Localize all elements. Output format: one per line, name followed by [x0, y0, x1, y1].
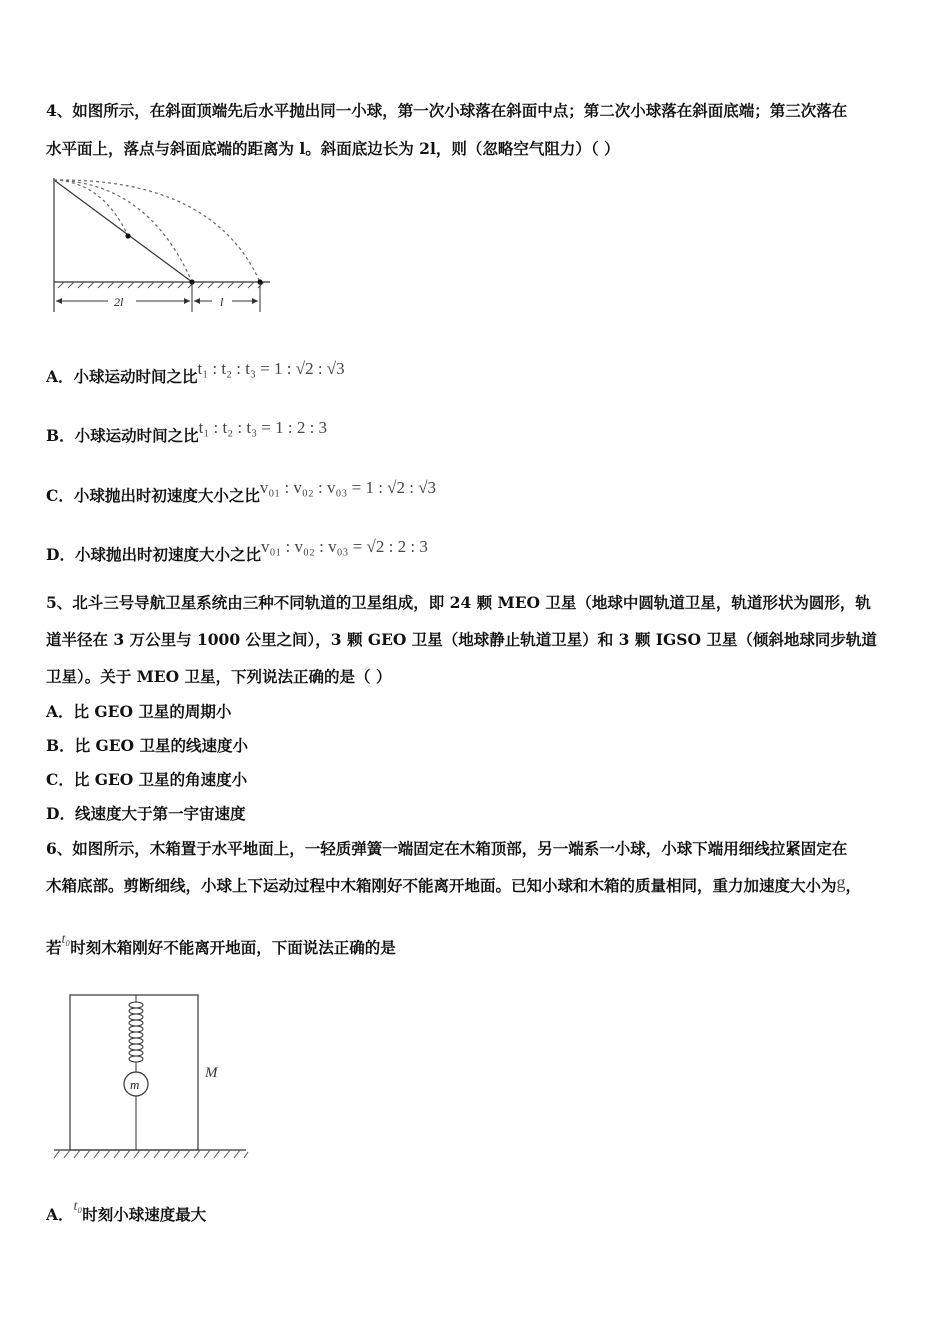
q6-stem-line1: 6、如图所示，木箱置于水平地面上，一轻质弹簧一端固定在木箱顶部，另一端系一小球，小球下端用细线拉紧固定在 [46, 839, 848, 858]
q4-option-a-math: t₁ : t₂ : t₃ = 1 : √2 : √3 [197, 359, 345, 378]
q6-t0-symbol: t₀ [61, 932, 71, 947]
q5-option-c[interactable]: C．比 GEO 卫星的角速度小 [46, 770, 248, 789]
q4-stem-line2: 水平面上，落点与斜面底端的距离为 l。斜面底边长为 2l，则（忽略空气阻力）（ ） [46, 139, 620, 158]
q6-option-a-label: A． [46, 1205, 74, 1224]
q4-incline-figure [48, 170, 278, 320]
q4-label-l: l [220, 295, 224, 309]
q5-option-a[interactable]: A．比 GEO 卫星的周期小 [46, 702, 232, 721]
q4-option-d-math: v₀₁ : v₀₂ : v₀₃ = √2 : 2 : 3 [260, 537, 428, 556]
q5-stem-line1: 5、北斗三号导航卫星系统由三种不同轨道的卫星组成，即 24 颗 MEO 卫星（地球中圆轨道卫星，轨道形状为圆形，轨 [46, 593, 871, 612]
q4-option-b-math: t₁ : t₂ : t₃ = 1 : 2 : 3 [198, 418, 328, 437]
q6-stem-line2-text: 木箱底部。剪断细线，小球上下运动过程中木箱刚好不能离开地面。已知小球和木箱的质量相同，重力加速度大小为 [46, 876, 837, 895]
q6-stem-line3 [46, 932, 396, 961]
q6-stem-line2-end: ， [845, 876, 862, 895]
q4-option-d[interactable] [46, 537, 428, 566]
q6-option-a[interactable] [46, 1199, 207, 1228]
q4-option-c-math: v₀₁ : v₀₂ : v₀₃ = 1 : √2 : √3 [259, 478, 437, 497]
q5-option-d[interactable]: D．线速度大于第一宇宙速度 [46, 804, 246, 823]
q6-stem-line2 [46, 874, 861, 897]
q4-option-a[interactable] [46, 359, 345, 388]
q4-option-c-label: C．小球抛出时初速度大小之比 [46, 486, 260, 505]
q4-option-b-label: B．小球运动时间之比 [46, 426, 199, 445]
q4-option-a-label: A．小球运动时间之比 [46, 367, 198, 386]
q4-option-c[interactable] [46, 478, 437, 507]
q6-g-symbol: g [836, 872, 846, 892]
q6-stem-line3-post: 时刻木箱刚好不能离开地面，下面说法正确的是 [70, 938, 396, 957]
q6-spring-box-figure [50, 990, 250, 1165]
q6-option-a-t0: t₀ [73, 1199, 83, 1214]
q6-option-a-text: 时刻小球速度最大 [82, 1205, 207, 1224]
q6-stem-line3-pre: 若 [46, 938, 62, 957]
q4-stem-line1: 4、如图所示，在斜面顶端先后水平抛出同一小球，第一次小球落在斜面中点；第二次小球落在斜面底端；第三次落在 [46, 101, 848, 120]
q4-option-d-label: D．小球抛出时初速度大小之比 [46, 545, 261, 564]
q6-label-m: m [130, 1077, 140, 1092]
q4-label-2l: 2l [114, 295, 124, 309]
q6-label-M: M [205, 1065, 218, 1081]
q4-option-b[interactable] [46, 418, 328, 447]
q5-stem-line2: 道半径在 3 万公里与 1000 公里之间），3 颗 GEO 卫星（地球静止轨道卫星）和 3 颗 IGSO 卫星（倾斜地球同步轨道 [46, 630, 877, 649]
q5-stem-line3: 卫星）。关于 MEO 卫星，下列说法正确的是（ ） [46, 667, 392, 686]
q5-option-b[interactable]: B．比 GEO 卫星的线速度小 [46, 736, 248, 755]
